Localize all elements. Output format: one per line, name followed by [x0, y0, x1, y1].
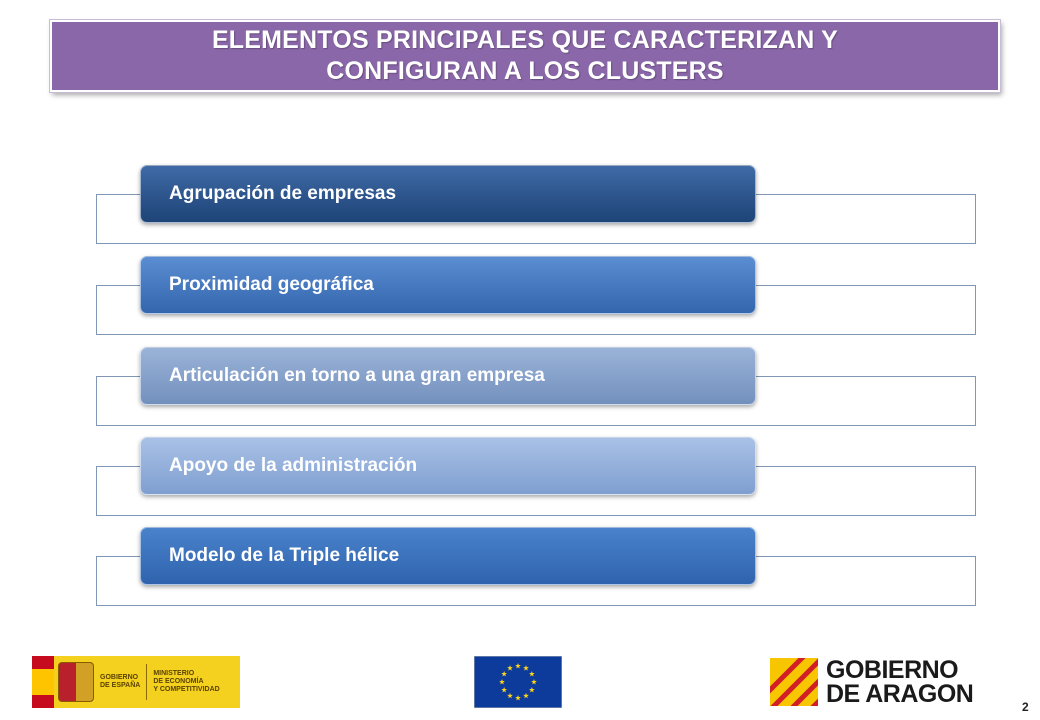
item-label: Articulación en torno a una gran empresa — [169, 365, 545, 386]
coat-of-arms-icon — [58, 662, 94, 702]
list-item — [0, 256, 1040, 338]
aragon-logo-line1: GOBIERNO — [826, 656, 959, 684]
eu-flag-icon — [474, 656, 562, 708]
list-item — [0, 347, 1040, 429]
item-label: Proximidad geográfica — [169, 274, 374, 295]
title-line-2: CONFIGURAN A LOS CLUSTERS — [326, 57, 724, 85]
title-line-1: ELEMENTOS PRINCIPALES QUE CARACTERIZAN Y — [211, 26, 839, 54]
gobierno-de-aragon-logo — [770, 656, 1002, 708]
item-bar — [140, 256, 756, 314]
ministry-line2: DE ECONOMÍA — [153, 678, 204, 685]
item-label: Agrupación de empresas — [169, 183, 397, 204]
spain-logo-line2: DE ESPAÑA — [100, 682, 141, 689]
spain-logo-line1: GOBIERNO — [100, 674, 139, 681]
aragon-logo-line2: DE ARAGON — [826, 680, 974, 708]
list-item — [0, 165, 1040, 247]
item-label: Modelo de la Triple hélice — [169, 545, 400, 566]
item-bar — [140, 347, 756, 405]
item-bar — [140, 437, 756, 495]
spain-flag-icon — [32, 656, 54, 708]
item-bar — [140, 527, 756, 585]
page-number: 2 — [1022, 700, 1029, 714]
aragon-flag-icon — [770, 658, 818, 706]
ministry-line3: Y COMPETITIVIDAD — [153, 686, 220, 693]
ministry-line1: MINISTERIO — [153, 670, 195, 677]
item-bar — [140, 165, 756, 223]
item-label: Apoyo de la administración — [169, 455, 418, 476]
title-banner — [50, 20, 1000, 92]
list-item — [0, 437, 1040, 519]
gobierno-de-espana-logo — [32, 656, 240, 708]
list-item — [0, 527, 1040, 609]
